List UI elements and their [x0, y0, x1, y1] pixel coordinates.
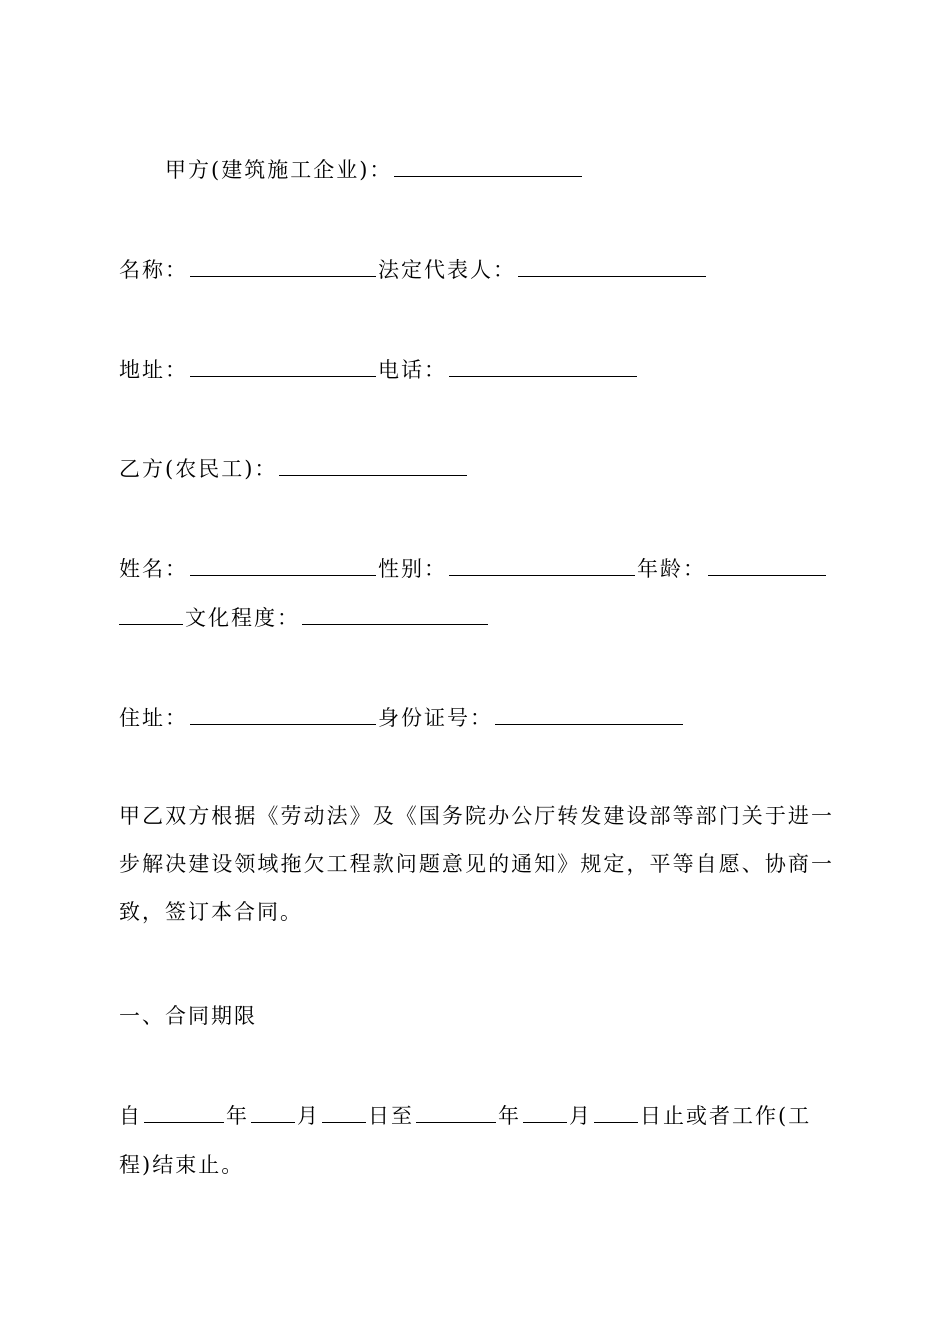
section1-term-line-2: 程)结束止。 [119, 1153, 245, 1177]
party-b-age-blank[interactable] [708, 557, 826, 576]
party-b-name-blank[interactable] [190, 557, 376, 576]
end-year-blank[interactable] [416, 1104, 496, 1123]
party-a-address-line [119, 356, 639, 384]
party-a-name-line [119, 256, 708, 284]
term-from-label: 自 [119, 1104, 142, 1128]
party-b-residence-label: 住址： [119, 706, 188, 730]
party-a-phone-blank[interactable] [449, 358, 637, 377]
party-b-blank[interactable] [279, 457, 467, 476]
start-year-blank[interactable] [144, 1104, 224, 1123]
start-year-label: 年 [226, 1104, 249, 1128]
party-a-name-label: 名称： [119, 258, 188, 282]
preamble-paragraph: 甲乙双方根据《劳动法》及《国务院办公厅转发建设部等部门关于进一步解决建设领域拖欠工程款问题意见的通知》规定，平等自愿、协商一致，签订本合同。 [119, 804, 834, 924]
party-a-legal-rep-label: 法定代表人： [378, 258, 516, 282]
end-month-label: 月 [569, 1104, 592, 1128]
party-a-heading-line [165, 156, 584, 184]
party-b-name-label: 姓名： [119, 557, 188, 581]
start-day-blank[interactable] [322, 1104, 366, 1123]
start-day-label: 日至 [368, 1104, 414, 1128]
party-a-phone-label: 电话： [378, 358, 447, 382]
party-b-residence-blank[interactable] [190, 706, 376, 725]
party-a-legal-rep-blank[interactable] [518, 258, 706, 277]
party-b-heading-line [119, 455, 469, 483]
end-year-label: 年 [498, 1104, 521, 1128]
party-b-id-label: 身份证号： [378, 706, 493, 730]
party-b-name-line [119, 555, 828, 583]
end-day-blank[interactable] [594, 1104, 638, 1123]
party-a-name-blank[interactable] [190, 258, 376, 277]
party-b-heading: 乙方(农民工)： [119, 457, 278, 481]
party-a-address-label: 地址： [119, 358, 188, 382]
party-b-id-blank[interactable] [495, 706, 683, 725]
start-month-label: 月 [297, 1104, 320, 1128]
end-month-blank[interactable] [523, 1104, 567, 1123]
party-b-gender-blank[interactable] [449, 557, 635, 576]
party-a-heading: 甲方(建筑施工企业)： [165, 158, 393, 182]
party-b-education-blank[interactable] [302, 606, 488, 625]
section1-term-line [119, 1102, 811, 1130]
party-a-blank[interactable] [394, 158, 582, 177]
section1-title: 一、合同期限 [119, 1004, 257, 1028]
party-b-education-line [119, 604, 490, 632]
party-b-residence-line [119, 704, 685, 732]
party-a-address-blank[interactable] [190, 358, 376, 377]
end-day-label: 日止或者工作(工 [640, 1104, 812, 1128]
party-b-age-blank-cont[interactable] [119, 606, 183, 625]
start-month-blank[interactable] [251, 1104, 295, 1123]
party-b-age-label: 年龄： [637, 557, 706, 581]
party-b-education-label: 文化程度： [185, 606, 300, 630]
party-b-gender-label: 性别： [378, 557, 447, 581]
